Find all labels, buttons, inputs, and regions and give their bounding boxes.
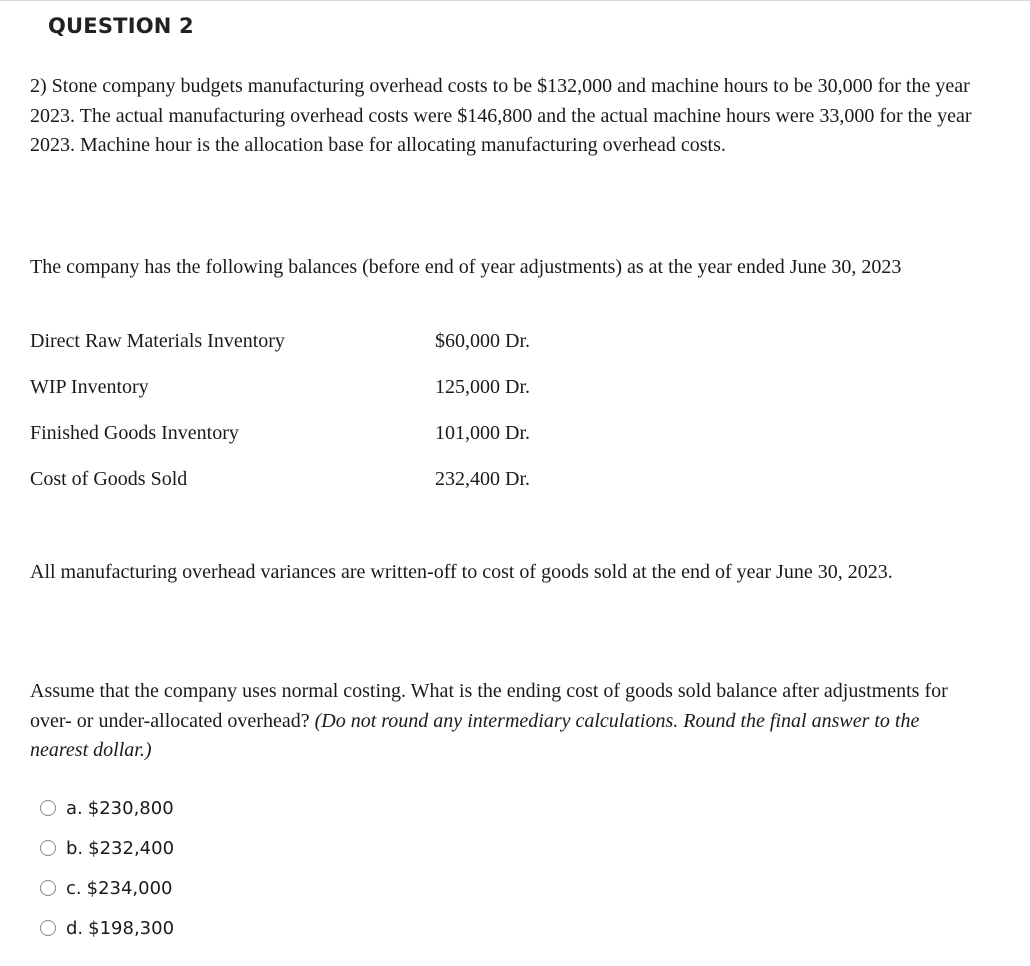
option-value: $234,000 <box>86 877 173 899</box>
variance-note: All manufacturing overhead variances are written-off to cost of goods sold at the end of year June 30, 2023. <box>30 561 893 583</box>
balance-value: $60,000 Dr. <box>435 330 530 352</box>
balance-row-wip-inventory <box>30 373 590 403</box>
option-letter: a. <box>66 797 83 819</box>
balance-label: Finished Goods Inventory <box>30 422 239 444</box>
answer-option-c[interactable] <box>40 875 173 901</box>
balance-row-direct-raw-materials <box>30 327 590 357</box>
answer-option-b[interactable] <box>40 835 174 861</box>
option-letter: c. <box>66 877 82 899</box>
answer-option-d[interactable] <box>40 915 174 941</box>
option-value: $232,400 <box>88 837 175 859</box>
radio-button[interactable] <box>40 920 56 936</box>
option-letter: b. <box>66 837 84 859</box>
balance-label: Direct Raw Materials Inventory <box>30 330 285 352</box>
radio-button[interactable] <box>40 800 56 816</box>
rounding-instruction: (Do not round any intermediary calculations. Round the final answer to the nearest dollar.) <box>30 709 920 761</box>
balance-value: 101,000 Dr. <box>435 422 530 444</box>
balance-row-cost-of-goods-sold <box>30 465 590 495</box>
option-letter: d. <box>66 917 84 939</box>
balance-value: 232,400 Dr. <box>435 468 530 490</box>
radio-button[interactable] <box>40 840 56 856</box>
balance-row-finished-goods <box>30 419 590 449</box>
question-intro: 2) Stone company budgets manufacturing overhead costs to be $132,000 and machine hours to be 30,000 for the year 2023. The actual manufacturing overhead costs were $146,800 and the actual machine hours were 33,000 for the year 2023. Machine hour is the allocation base for allocating manufacturing overhead costs. <box>30 75 972 156</box>
top-divider <box>0 0 1030 1</box>
balances-intro: The company has the following balances (before end of year adjustments) as at the year ended June 30, 2023 <box>30 256 902 278</box>
option-value: $198,300 <box>88 917 175 939</box>
prompt-text: Assume that the company uses normal costing. What is the ending cost of goods sold balance after adjustments for over- or under-allocated overhead? <box>30 680 948 732</box>
balance-label: Cost of Goods Sold <box>30 468 188 490</box>
question-prompt <box>30 677 980 766</box>
balance-value: 125,000 Dr. <box>435 376 530 398</box>
option-value: $230,800 <box>87 797 174 819</box>
question-heading: QUESTION 2 <box>48 14 194 38</box>
balance-label: WIP Inventory <box>30 376 149 398</box>
answer-option-a[interactable] <box>40 795 174 821</box>
radio-button[interactable] <box>40 880 56 896</box>
